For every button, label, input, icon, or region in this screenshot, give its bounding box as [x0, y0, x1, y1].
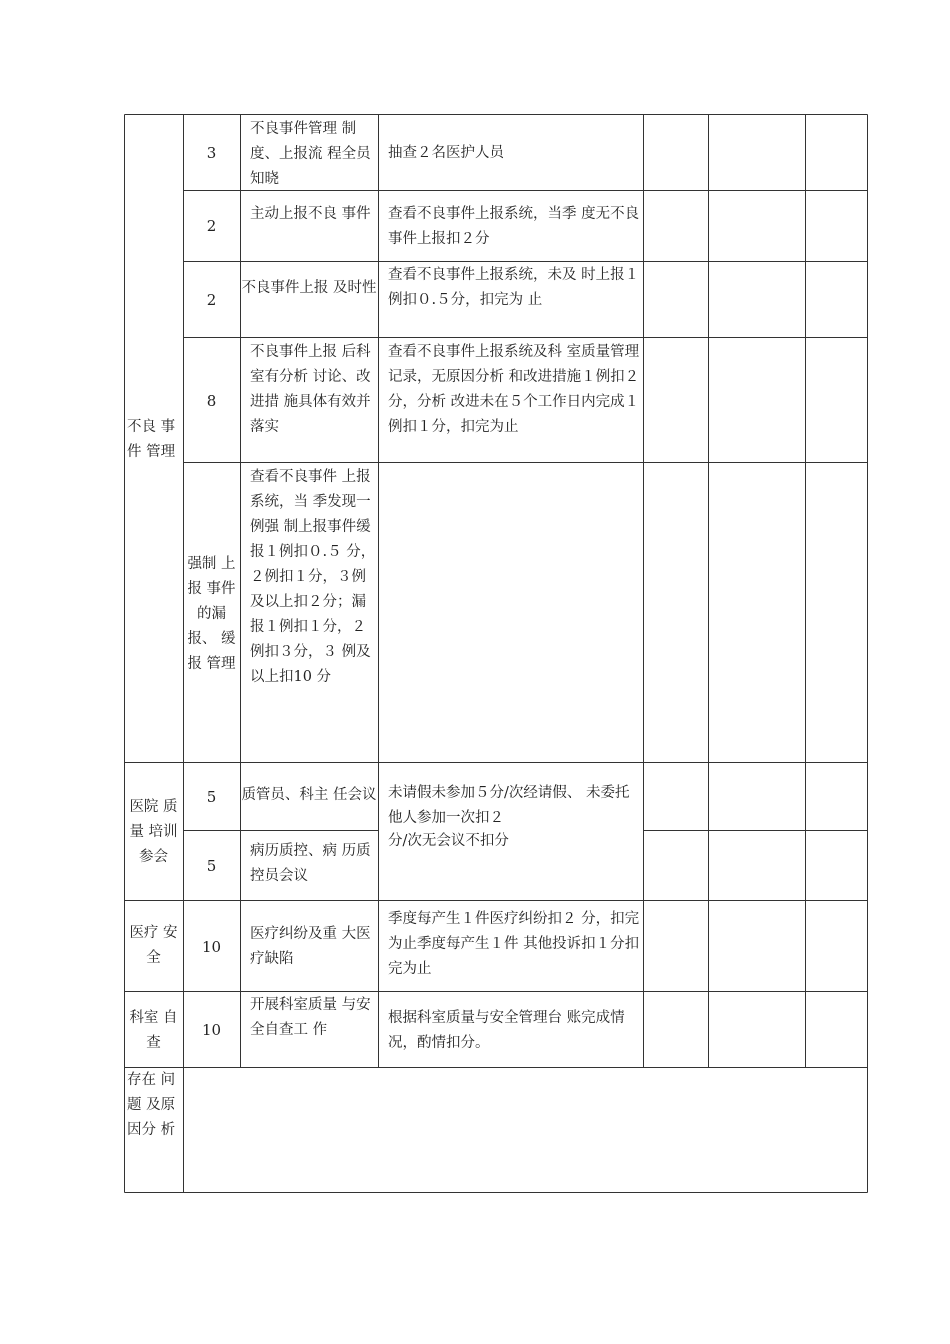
- row-5-score-label: 强制 上报 事件的漏报、 缓报 管理: [187, 556, 236, 672]
- row-6-item: 质管员、科主 任会议: [241, 787, 377, 803]
- row-9-score: 10: [201, 1021, 222, 1039]
- row-5-item: 查看不良事件 上报系统，当 季发现一例强 制上报事件缓 报１例扣０.５ 分，２例扣１分，３例及以上扣２分；漏报１例扣１分，２ 例扣３分，３ 例及以上扣10 分: [250, 469, 376, 685]
- row-4-method: 查看不良事件上报系统及科 室质量管理记录，无原因分析 和改进措施１例扣２分，分析 改进未在５个工作日内完成１ 例扣１分，扣完为止: [388, 344, 640, 435]
- row-1-score: 3: [206, 144, 217, 162]
- row-8-method: 季度每产生１件医疗纠纷扣２ 分，扣完为止季度每产生１件 其他投诉扣１分扣完为止: [388, 911, 640, 977]
- row-3-item: 不良事件上报 及时性: [241, 280, 377, 296]
- row-2-item: 主动上报不良 事件: [250, 206, 371, 222]
- row-4-item: 不良事件上报 后科室有分析 讨论、改进措 施具体有效并 落实: [250, 344, 371, 435]
- row-3-score: 2: [206, 291, 217, 309]
- section-label-issues-analysis: 存在 问 题 及原 因分 析: [127, 1072, 176, 1138]
- section-label-adverse-events: 不良 事 件 管理: [127, 419, 176, 460]
- row-1-item: 不良事件管理 制度、上报流 程全员知晓: [250, 121, 371, 187]
- row-8-item: 医疗纠纷及重 大医疗缺陷: [250, 926, 371, 967]
- row-7-method: 分/次无会议不扣分: [388, 833, 509, 849]
- row-6-score: 5: [206, 788, 217, 806]
- row-3-method: 查看不良事件上报系统，未及 时上报１例扣０.５分，扣完为 止: [388, 267, 640, 308]
- section-label-dept-self-check: 科室 自 查: [129, 1010, 178, 1051]
- row-2-method: 查看不良事件上报系统，当季 度无不良事件上报扣２分: [388, 206, 640, 247]
- row-1-method: 抽查２名医护人员: [388, 145, 504, 161]
- section-label-medical-safety: 医疗 安 全: [129, 925, 178, 966]
- row-8-score: 10: [201, 938, 222, 956]
- row-9-method: 根据科室质量与安全管理台 账完成情况，酌情扣分。: [388, 1010, 625, 1051]
- row-7-score: 5: [206, 857, 217, 875]
- section-label-quality-training: 医院 质 量 培训 参会: [129, 799, 178, 865]
- row-9-item: 开展科室质量 与安全自查工 作: [250, 997, 371, 1038]
- row-7-item: 病历质控、病 历质控员会议: [250, 843, 371, 884]
- row-6-method: 未请假未参加５分/次经请假、 未委托他人参加一次扣２: [388, 785, 630, 826]
- row-4-score: 8: [206, 392, 217, 410]
- row-2-score: 2: [206, 217, 217, 235]
